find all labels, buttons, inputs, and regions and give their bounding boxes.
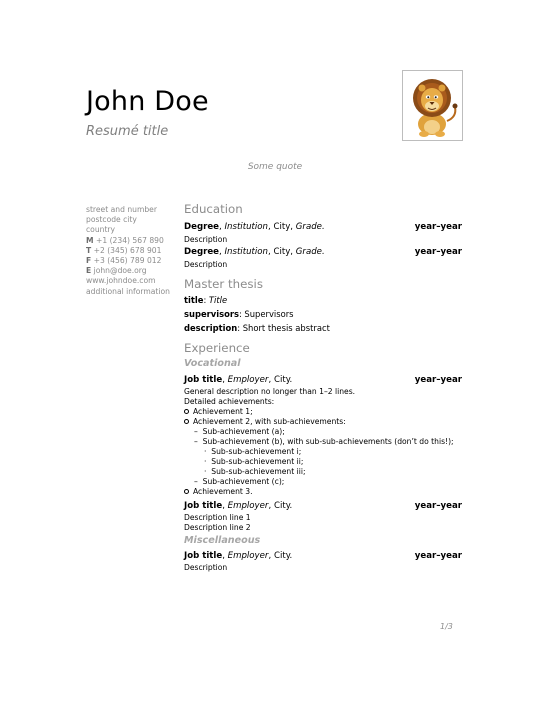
achievement-item: Achievement 3. xyxy=(184,487,253,496)
vocational-heading: Vocational xyxy=(184,358,241,369)
circle-bullet-icon xyxy=(184,419,189,424)
resume-title: Resumé title xyxy=(86,124,169,139)
sub-sub-achievement-item: · Sub-sub-achievement ii; xyxy=(204,457,304,466)
education-entry: Degree, Institution, City, Grade. year–year xyxy=(184,222,462,232)
additional-info: additional information xyxy=(86,286,170,296)
job-entry: Job title, Employer, City. year–year xyxy=(184,551,462,561)
job-years: year–year xyxy=(414,551,462,561)
photo-frame xyxy=(402,70,463,141)
thesis-title: title: Title xyxy=(184,295,228,305)
thesis-description: description: Short thesis abstract xyxy=(184,323,330,333)
job-years: year–year xyxy=(414,375,462,385)
contact-sidebar xyxy=(86,205,176,297)
page-number: 1/3 xyxy=(440,622,453,631)
job-description-line: Description line 2 xyxy=(184,523,251,532)
education-description: Description xyxy=(184,235,228,244)
misc-heading: Miscellaneous xyxy=(184,535,261,546)
phone-line: T +2 (345) 678 901 xyxy=(86,245,162,255)
street: street and number xyxy=(86,205,157,214)
sub-achievement-item: – Sub-achievement (b), with sub-sub-achievements (don’t do this!); xyxy=(194,437,454,446)
education-years: year–year xyxy=(414,222,462,232)
phone-number: +2 (345) 678 901 xyxy=(93,245,162,255)
circle-bullet-icon xyxy=(184,409,189,414)
job-years: year–year xyxy=(414,501,462,511)
mobile-line: M +1 (234) 567 890 xyxy=(86,235,164,245)
job-description: Description xyxy=(184,563,228,572)
thesis-heading: Master thesis xyxy=(184,277,263,291)
job-description-line: Description line 1 xyxy=(184,513,251,522)
lion-cartoon-icon xyxy=(403,71,462,140)
education-description: Description xyxy=(184,260,228,269)
homepage-link[interactable]: www.johndoe.com xyxy=(86,276,156,286)
email-link[interactable]: john@doe.org xyxy=(93,266,147,276)
country: country xyxy=(86,225,116,235)
job-general-description: General description no longer than 1–2 lines. xyxy=(184,387,356,396)
thesis-supervisors: supervisors: Supervisors xyxy=(184,309,294,319)
quote: Some quote xyxy=(247,162,303,172)
achievement-item: Achievement 2, with sub-achievements: xyxy=(184,417,346,426)
fax-line: F +3 (456) 789 012 xyxy=(86,256,162,266)
education-entry: Degree, Institution, City, Grade. year–year xyxy=(184,247,462,257)
sub-achievement-item: – Sub-achievement (a); xyxy=(194,427,285,436)
sub-sub-achievement-item: · Sub-sub-achievement i; xyxy=(204,447,302,456)
postcode-city: postcode city xyxy=(86,215,137,225)
job-entry: Job title, Employer, City. year–year xyxy=(184,375,462,385)
resume-name: John Doe xyxy=(86,86,209,117)
email-line: E john@doe.org xyxy=(86,266,147,276)
circle-bullet-icon xyxy=(184,489,189,494)
mobile-number: +1 (234) 567 890 xyxy=(95,235,164,245)
sub-sub-achievement-item: · Sub-sub-achievement iii; xyxy=(204,467,306,476)
achievement-item: Achievement 1; xyxy=(184,407,253,416)
experience-heading: Experience xyxy=(184,341,250,355)
job-detailed-label: Detailed achievements: xyxy=(184,397,275,406)
job-entry: Job title, Employer, City. year–year xyxy=(184,501,462,511)
education-heading: Education xyxy=(184,202,243,216)
sub-achievement-item: – Sub-achievement (c); xyxy=(194,477,285,486)
education-years: year–year xyxy=(414,247,462,257)
fax-number: +3 (456) 789 012 xyxy=(93,256,162,266)
